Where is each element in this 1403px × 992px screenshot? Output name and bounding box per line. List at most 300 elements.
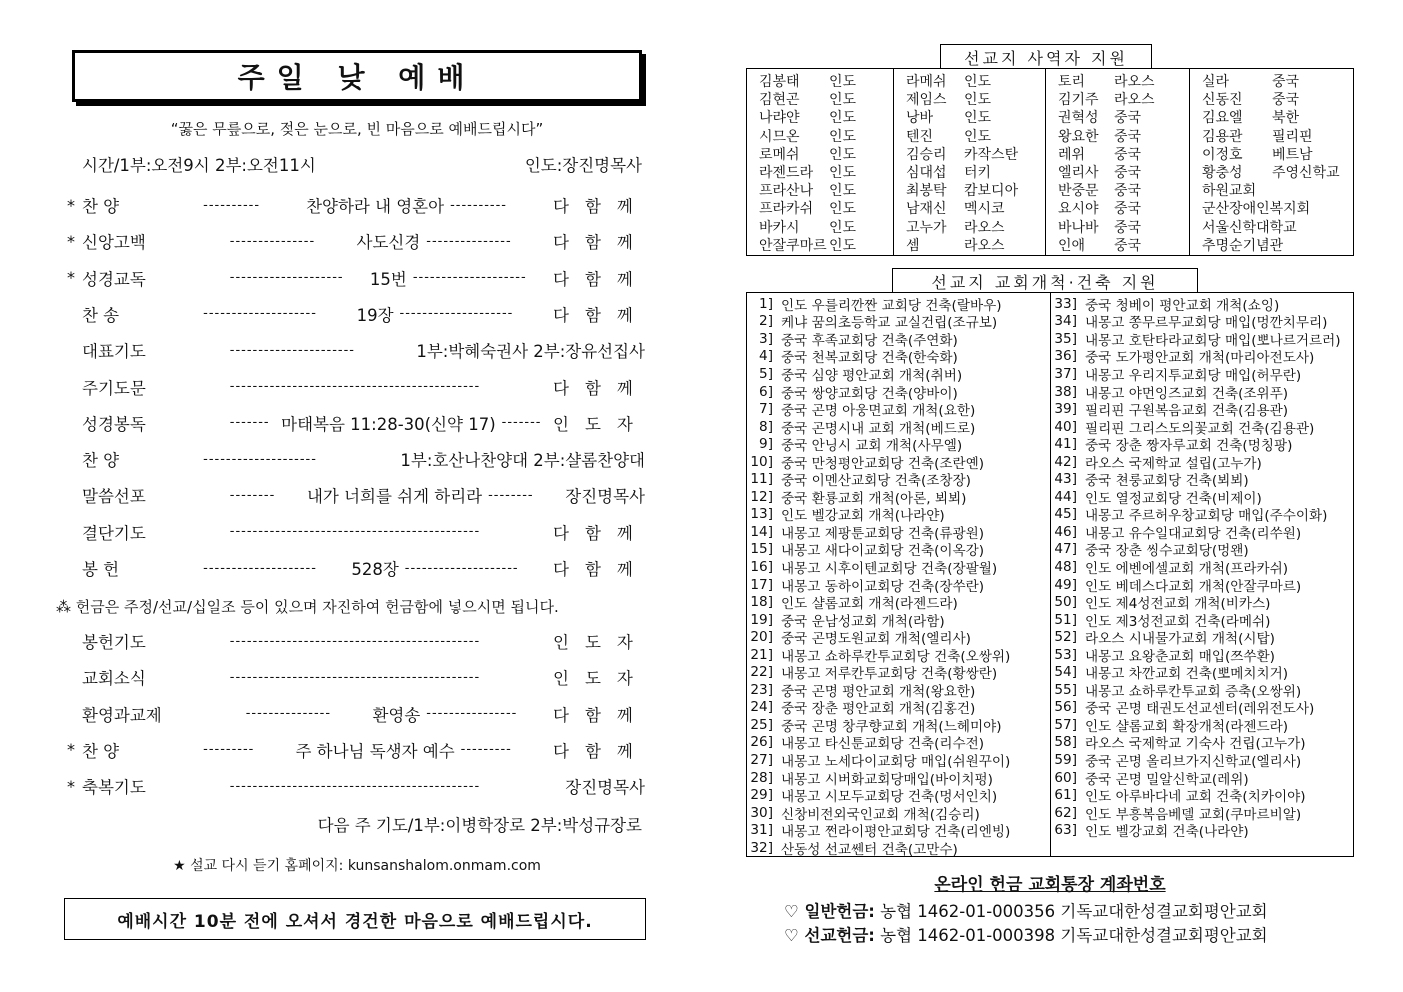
church-number: 23] (750, 681, 773, 698)
missionary-name: 심대섭 (906, 164, 947, 181)
missionary-support-title: 선교지 사역자 지원 (940, 44, 1152, 69)
church-number: 54] (1054, 664, 1077, 681)
missionary-row (759, 126, 893, 144)
order-leader: 다함께 (553, 305, 649, 325)
church-project: 내몽고 유수일대교회당 건축(리쑤원) (1085, 525, 1302, 542)
church-row (1051, 786, 1353, 804)
missionary-column (893, 69, 1045, 255)
missionary-name: 하원교회 (1202, 183, 1257, 200)
order-leader: 다함께 (553, 269, 649, 289)
church-project: 내몽고 야먼잉즈교회 건축(조위푸) (1085, 385, 1289, 402)
church-number: 17] (750, 576, 773, 593)
dash-leader: -------------------- (404, 560, 519, 576)
church-row (1051, 663, 1353, 681)
church-number: 40] (1054, 418, 1077, 435)
general-offering-account (784, 898, 1268, 922)
account-label: ♡ 일반헌금: (784, 902, 875, 921)
church-project: 인도 제3성전교회 건축(라메쉬) (1085, 613, 1271, 630)
order-content: 1부:호산나찬양대 2부:샬롬찬양대 (400, 451, 645, 471)
missionary-country: 중국 (1272, 92, 1300, 109)
church-number: 7] (759, 401, 773, 418)
order-leader: 인도자 (553, 669, 649, 689)
dash-leader: -------------------------------------------- (229, 379, 481, 394)
missionary-name: 라젠드라 (759, 164, 814, 181)
church-project: 중국 곤명도원교회 개척(엘리사) (781, 631, 971, 648)
church-row (1051, 400, 1353, 418)
church-project: 내몽고 시모두교회당 건축(멍서인치) (781, 789, 998, 806)
missionary-country: 인도 (964, 128, 992, 145)
order-label: 찬 송 (82, 305, 120, 325)
church-row (747, 435, 1050, 453)
order-row (60, 771, 645, 801)
missionary-row (1202, 198, 1352, 216)
church-project: 내몽고 시버화교회당매입(바이치펑) (781, 771, 993, 788)
order-row (60, 662, 649, 692)
account-title-text: 온라인 헌금 교회통장 계좌번호 (934, 875, 1166, 895)
church-row (1051, 330, 1353, 348)
missionary-row (759, 71, 893, 89)
order-label: 성경봉독 (82, 414, 146, 434)
missionary-row (1058, 235, 1189, 253)
missionary-row (906, 144, 1045, 162)
order-label: 결단기도 (82, 523, 146, 543)
church-project: 인도 베데스다교회 개척(안잘쿠마르) (1085, 578, 1302, 595)
church-number: 32] (750, 839, 773, 856)
church-number: 13] (750, 506, 773, 523)
church-number: 63] (1054, 822, 1077, 839)
missionary-row (759, 162, 893, 180)
missionary-country: 라오스 (1114, 74, 1155, 90)
church-number: 4] (759, 348, 773, 365)
missionary-country: 멕시코 (964, 201, 1005, 218)
church-number: 39] (1054, 401, 1077, 418)
church-project: 인도 에벤에셀교회 개척(프라카쉬) (1085, 560, 1289, 577)
offering-mark: ⁂ (56, 598, 71, 616)
order-content: 찬양하라 내 영혼아 (306, 197, 445, 216)
missionary-name: 시므온 (759, 128, 800, 145)
missionary-name: 프라산나 (759, 183, 814, 200)
church-row (1051, 821, 1353, 839)
church-number: 5] (759, 365, 773, 382)
dash-leader: --------------- (426, 233, 512, 249)
church-number: 28] (750, 769, 773, 786)
missionary-country: 인도 (829, 128, 857, 145)
account-title (746, 870, 1354, 895)
missionary-country: 인도 (829, 237, 857, 254)
missionary-country: 중국 (1114, 164, 1142, 181)
church-project: 내몽고 쇼하루칸투교회당 건축(오쌍위) (781, 648, 1011, 665)
account-label: ♡ 선교헌금: (784, 926, 875, 945)
dash-leader: -------- (229, 487, 276, 503)
church-number: 27] (750, 751, 773, 768)
church-row (1051, 558, 1353, 576)
church-row (1051, 769, 1353, 787)
missionary-name: 반중문 (1058, 183, 1099, 200)
church-project: 내몽고 호탄타라교회당 매입(뽀나르거르러) (1085, 332, 1341, 349)
church-project: 중국 후족교회당 건축(주연화) (781, 332, 958, 349)
missionary-name: 이정호 (1202, 146, 1243, 163)
missionary-country: 중국 (1114, 219, 1142, 236)
missionary-row (1058, 126, 1189, 144)
order-leader: 인도자 (553, 633, 649, 652)
church-row (1051, 628, 1353, 646)
church-row (747, 681, 1050, 699)
church-number: 19] (750, 611, 773, 628)
order-row (60, 408, 649, 438)
missionary-country: 주영신학교 (1272, 164, 1340, 181)
missionary-row (906, 162, 1045, 180)
missionary-country: 터키 (964, 164, 992, 181)
time-row (82, 152, 642, 178)
church-number: 51] (1054, 611, 1077, 628)
church-planting-title: 선교지 교회개척·건축 지원 (892, 268, 1198, 293)
missionary-row (906, 126, 1045, 144)
missionary-row (906, 198, 1045, 216)
missionary-row (759, 198, 893, 216)
required-mark: * (67, 740, 75, 760)
church-row (1051, 453, 1353, 471)
church-project: 내몽고 타신툰교회당 건축(리수전) (781, 736, 985, 753)
church-project: 인도 벨강교회 개척(나라얀) (781, 508, 945, 525)
church-row (747, 330, 1050, 348)
church-number: 34] (1054, 313, 1077, 330)
church-project: 인도 부흥복음베델 교회(쿠마르비알) (1085, 806, 1302, 823)
order-label: 대표기도 (82, 342, 146, 362)
church-row (747, 804, 1050, 822)
church-row (747, 611, 1050, 629)
dash-leader: -------------------- (399, 306, 514, 322)
church-number: 43] (1054, 471, 1077, 488)
order-content: 내가 너희를 쉬게 하리라 (306, 487, 483, 507)
church-project: 중국 곤명시내 교회 개척(베드로) (781, 420, 976, 437)
missionary-name: 추명순기념관 (1202, 237, 1284, 254)
missionary-country: 인도 (829, 110, 857, 127)
church-project: 중국 만청평안교회당 건축(조란옌) (781, 455, 985, 472)
missionary-row (759, 217, 893, 235)
order-label: 말씀선포 (82, 487, 146, 507)
missionary-country: 중국 (1114, 146, 1142, 163)
church-number: 42] (1054, 453, 1077, 470)
missionary-name: 김요엘 (1202, 110, 1243, 127)
order-row (60, 517, 649, 547)
missionary-name: 김용관 (1202, 128, 1243, 145)
order-label: 환영과교제 (82, 705, 162, 725)
church-row (1051, 313, 1353, 331)
account-detail: 농협 1462-01-000356 기독교대한성결교회평안교회 (880, 902, 1268, 921)
missionary-name: 최봉탁 (906, 183, 947, 200)
church-project: 필리핀 구원복음교회 건축(김용관) (1085, 403, 1289, 420)
church-project: 내몽고 차깐교회 건축(뽀메치치거) (1085, 666, 1289, 683)
church-number: 10] (750, 453, 773, 470)
church-row (747, 716, 1050, 734)
order-content: 528장 (351, 560, 399, 579)
missionary-row (906, 180, 1045, 198)
church-number: 46] (1054, 523, 1077, 540)
church-row (1051, 716, 1353, 734)
missionary-row (906, 217, 1045, 235)
church-project: 인도 아루바다네 교회 건축(치카이야) (1085, 789, 1306, 806)
missionary-country: 인도 (964, 92, 992, 109)
dash-leader: ---------- (450, 197, 507, 213)
order-leader: 다함께 (553, 233, 649, 253)
sermon-homepage: ★ 설교 다시 듣기 홈페이지: kunsanshalom.onmam.com (173, 858, 541, 874)
missionary-row (1058, 71, 1189, 89)
church-row (747, 470, 1050, 488)
order-row (60, 626, 649, 656)
order-label: 신앙고백 (82, 233, 146, 253)
church-project: 신창비전외국인교회 개척(김승리) (781, 806, 980, 823)
missionary-country: 중국 (1114, 201, 1142, 218)
dash-leader: ---------------------- (229, 342, 355, 358)
order-content: 19장 (356, 305, 394, 325)
order-row (60, 480, 645, 510)
church-project: 라오스 시내물가교회 개척(시탑) (1085, 631, 1275, 648)
church-number: 59] (1054, 751, 1077, 768)
missionary-row (906, 71, 1045, 89)
church-number: 49] (1054, 576, 1077, 593)
church-project: 내몽고 시후이텐교회당 건축(장팔월) (781, 560, 998, 577)
required-mark: * (67, 776, 75, 796)
missionary-country: 인도 (829, 164, 857, 181)
missionary-name: 바카시 (759, 219, 800, 236)
church-row (747, 400, 1050, 418)
missionary-country: 인도 (964, 74, 992, 90)
church-row (747, 295, 1050, 313)
missionary-row (1202, 235, 1352, 253)
church-project: 인도 벨강교회 건축(나라얀) (1085, 824, 1249, 841)
missionary-country: 인도 (829, 146, 857, 163)
missionary-country: 중국 (1114, 128, 1142, 145)
church-row (747, 313, 1050, 331)
church-project: 내몽고 쩐라이평안교회당 건축(리엔빙) (781, 824, 1011, 841)
church-project: 중국 쳔룽교회당 건축(뵈뵈) (1085, 473, 1249, 490)
missionary-row (1058, 162, 1189, 180)
church-project: 내몽고 저루칸투교회당 건축(황쌍란) (781, 666, 998, 683)
church-row (747, 348, 1050, 366)
church-project: 중국 장춘 짱자루교회 건축(멍칭팡) (1085, 438, 1293, 455)
missionary-row (759, 144, 893, 162)
missionary-row (906, 89, 1045, 107)
missionary-row (1202, 217, 1352, 235)
church-project: 중국 곤명 평안교회 개척(왕요한) (781, 683, 976, 700)
missionary-name: 권혁성 (1058, 110, 1099, 127)
church-project: 내몽고 쇼하루칸투교회 증축(오쌍위) (1085, 683, 1302, 700)
dash-leader: ------- (501, 415, 542, 431)
missionary-name: 김현곤 (759, 92, 800, 109)
missionary-name: 라메쉬 (906, 74, 947, 90)
dash-leader: ------- (229, 415, 270, 431)
church-project: 인도 우를리깐짠 교회당 건축(랄바우) (781, 297, 1002, 314)
missionary-name: 텐진 (906, 128, 934, 145)
church-row (1051, 295, 1353, 313)
order-row (60, 735, 649, 765)
missionary-country: 라오스 (964, 219, 1005, 236)
church-row (747, 383, 1050, 401)
church-number: 22] (750, 664, 773, 681)
missionary-row (1202, 126, 1352, 144)
missionary-country: 중국 (1272, 74, 1300, 90)
order-content: 주 하나님 독생자 예수 (295, 741, 455, 761)
church-row (1051, 418, 1353, 436)
church-project: 내몽고 쫑무르무교회당 매입(멍깐치무리) (1085, 315, 1328, 332)
church-number: 55] (1054, 681, 1077, 698)
church-project: 내몽고 동하이교회당 건축(장쑤란) (781, 578, 985, 595)
order-leader: 다함께 (553, 378, 649, 398)
missionary-row (1202, 162, 1352, 180)
missionary-country: 북한 (1272, 110, 1300, 127)
church-column (747, 293, 1050, 856)
missionary-name: 왕요한 (1058, 128, 1099, 145)
missionary-name: 김봉태 (759, 74, 800, 90)
church-number: 61] (1054, 787, 1077, 804)
missionary-country: 중국 (1114, 237, 1142, 254)
church-number: 33] (1054, 295, 1077, 312)
required-mark: * (67, 268, 75, 288)
order-leader: 다함께 (553, 741, 649, 761)
church-row (747, 839, 1050, 857)
church-number: 60] (1054, 769, 1077, 786)
church-number: 56] (1054, 699, 1077, 716)
order-row (60, 226, 649, 256)
order-label: 성경교독 (82, 269, 146, 289)
missionary-name: 로메쉬 (759, 146, 800, 163)
order-content: 15번 (369, 269, 407, 289)
missionary-country: 중국 (1114, 110, 1142, 127)
church-row (1051, 646, 1353, 664)
missionary-country: 중국 (1114, 183, 1142, 200)
church-row (1051, 734, 1353, 752)
church-number: 15] (750, 541, 773, 558)
church-project: 중국 곤명 아웅면교회 개척(요한) (781, 403, 976, 420)
missionary-row (759, 180, 893, 198)
dash-leader: --------------- (245, 706, 332, 722)
order-row (60, 190, 649, 220)
order-row (60, 699, 649, 729)
missionary-name: 김승리 (906, 146, 947, 163)
missionary-row (1202, 71, 1352, 89)
missionary-name: 서울신학대학교 (1202, 219, 1297, 236)
order-row (60, 444, 645, 474)
church-number: 26] (750, 734, 773, 751)
church-number: 31] (750, 822, 773, 839)
church-number: 36] (1054, 348, 1077, 365)
church-row (747, 699, 1050, 717)
church-number: 6] (759, 383, 773, 400)
dash-leader: -------------------- (203, 451, 317, 467)
church-project: 중국 곤명 올리브가지신학교(엘리사) (1085, 754, 1302, 770)
church-number: 29] (750, 787, 773, 804)
church-project: 인도 제4성전교회 개척(비카스) (1085, 596, 1271, 613)
church-row (747, 769, 1050, 787)
order-leader: 장진명목사 (565, 487, 645, 507)
church-row (747, 663, 1050, 681)
church-number: 47] (1054, 541, 1077, 558)
missionary-country: 라오스 (964, 237, 1005, 254)
dash-leader: --------- (203, 742, 255, 758)
church-number: 8] (759, 418, 773, 435)
missionary-name: 셈 (906, 237, 920, 254)
missionary-country: 베트남 (1272, 146, 1313, 163)
missionary-row (906, 235, 1045, 253)
missionary-name: 요시야 (1058, 201, 1099, 218)
missionary-name: 엘리사 (1058, 164, 1099, 181)
order-label: 봉 헌 (82, 560, 120, 579)
missionary-country: 필리핀 (1272, 128, 1313, 145)
missionary-column (747, 69, 893, 255)
church-row (1051, 365, 1353, 383)
church-row (1051, 348, 1353, 366)
missionary-country: 인도 (829, 92, 857, 109)
church-project: 중국 이멘산교회당 건축(조창장) (781, 473, 971, 490)
church-planting-table (746, 292, 1354, 857)
church-project: 인도 열정교회당 건축(비제이) (1085, 490, 1262, 507)
missionary-name: 낭바 (906, 110, 934, 127)
church-row (747, 576, 1050, 594)
church-project: 중국 곤명 밀알신학교(레위) (1085, 771, 1249, 788)
missionary-row (1058, 198, 1189, 216)
dash-leader: -------------------------------------------- (229, 633, 481, 649)
missionary-name: 레위 (1058, 146, 1086, 163)
dash-leader: -------------------------------------------- (229, 524, 481, 540)
order-row (60, 553, 649, 583)
church-number: 52] (1054, 629, 1077, 646)
service-leader: 인도:장진명목사 (524, 156, 642, 175)
missionary-name: 안잘쿠마르 (759, 237, 827, 254)
missionary-row (906, 107, 1045, 125)
church-column (1050, 293, 1353, 856)
church-row (747, 734, 1050, 752)
missionary-name: 김기주 (1058, 92, 1099, 109)
church-number: 3] (759, 330, 773, 347)
church-number: 21] (750, 646, 773, 663)
missionary-name: 토리 (1058, 74, 1086, 90)
church-number: 11] (750, 471, 773, 488)
church-row (747, 558, 1050, 576)
church-row (1051, 470, 1353, 488)
missionary-name: 나랴얀 (759, 110, 800, 127)
church-number: 48] (1054, 558, 1077, 575)
church-project: 내몽고 새다이교회당 건축(이옥강) (781, 543, 985, 560)
order-label: 찬 양 (82, 451, 120, 471)
church-row (1051, 435, 1353, 453)
order-leader: 다함께 (553, 705, 649, 725)
order-row (60, 263, 649, 293)
missionary-row (1058, 217, 1189, 235)
dash-leader: -------------------- (203, 560, 317, 576)
church-row (747, 523, 1050, 541)
required-mark: * (67, 195, 75, 215)
church-project: 중국 곤명 창쿠향교회 개척(느헤미야) (781, 718, 1002, 735)
missionary-row (1202, 89, 1352, 107)
order-row (60, 335, 645, 365)
missionary-support-table (746, 68, 1354, 256)
church-row (747, 786, 1050, 804)
church-row (1051, 541, 1353, 559)
dash-leader: ---------- (203, 197, 261, 213)
offering-note (56, 596, 559, 617)
church-number: 2] (759, 313, 773, 330)
church-number: 24] (750, 699, 773, 716)
dash-leader: -------------------- (412, 270, 527, 286)
required-mark: * (67, 231, 75, 251)
service-times: 시간/1부:오전9시 2부:오전11시 (82, 156, 316, 175)
church-row (747, 541, 1050, 559)
order-row (60, 299, 649, 329)
order-leader: 다함께 (553, 197, 649, 216)
church-project: 내몽고 우리지투교회당 매입(허무란) (1085, 367, 1302, 384)
missionary-name: 남재신 (906, 201, 947, 218)
missionary-country: 인도 (829, 74, 857, 90)
